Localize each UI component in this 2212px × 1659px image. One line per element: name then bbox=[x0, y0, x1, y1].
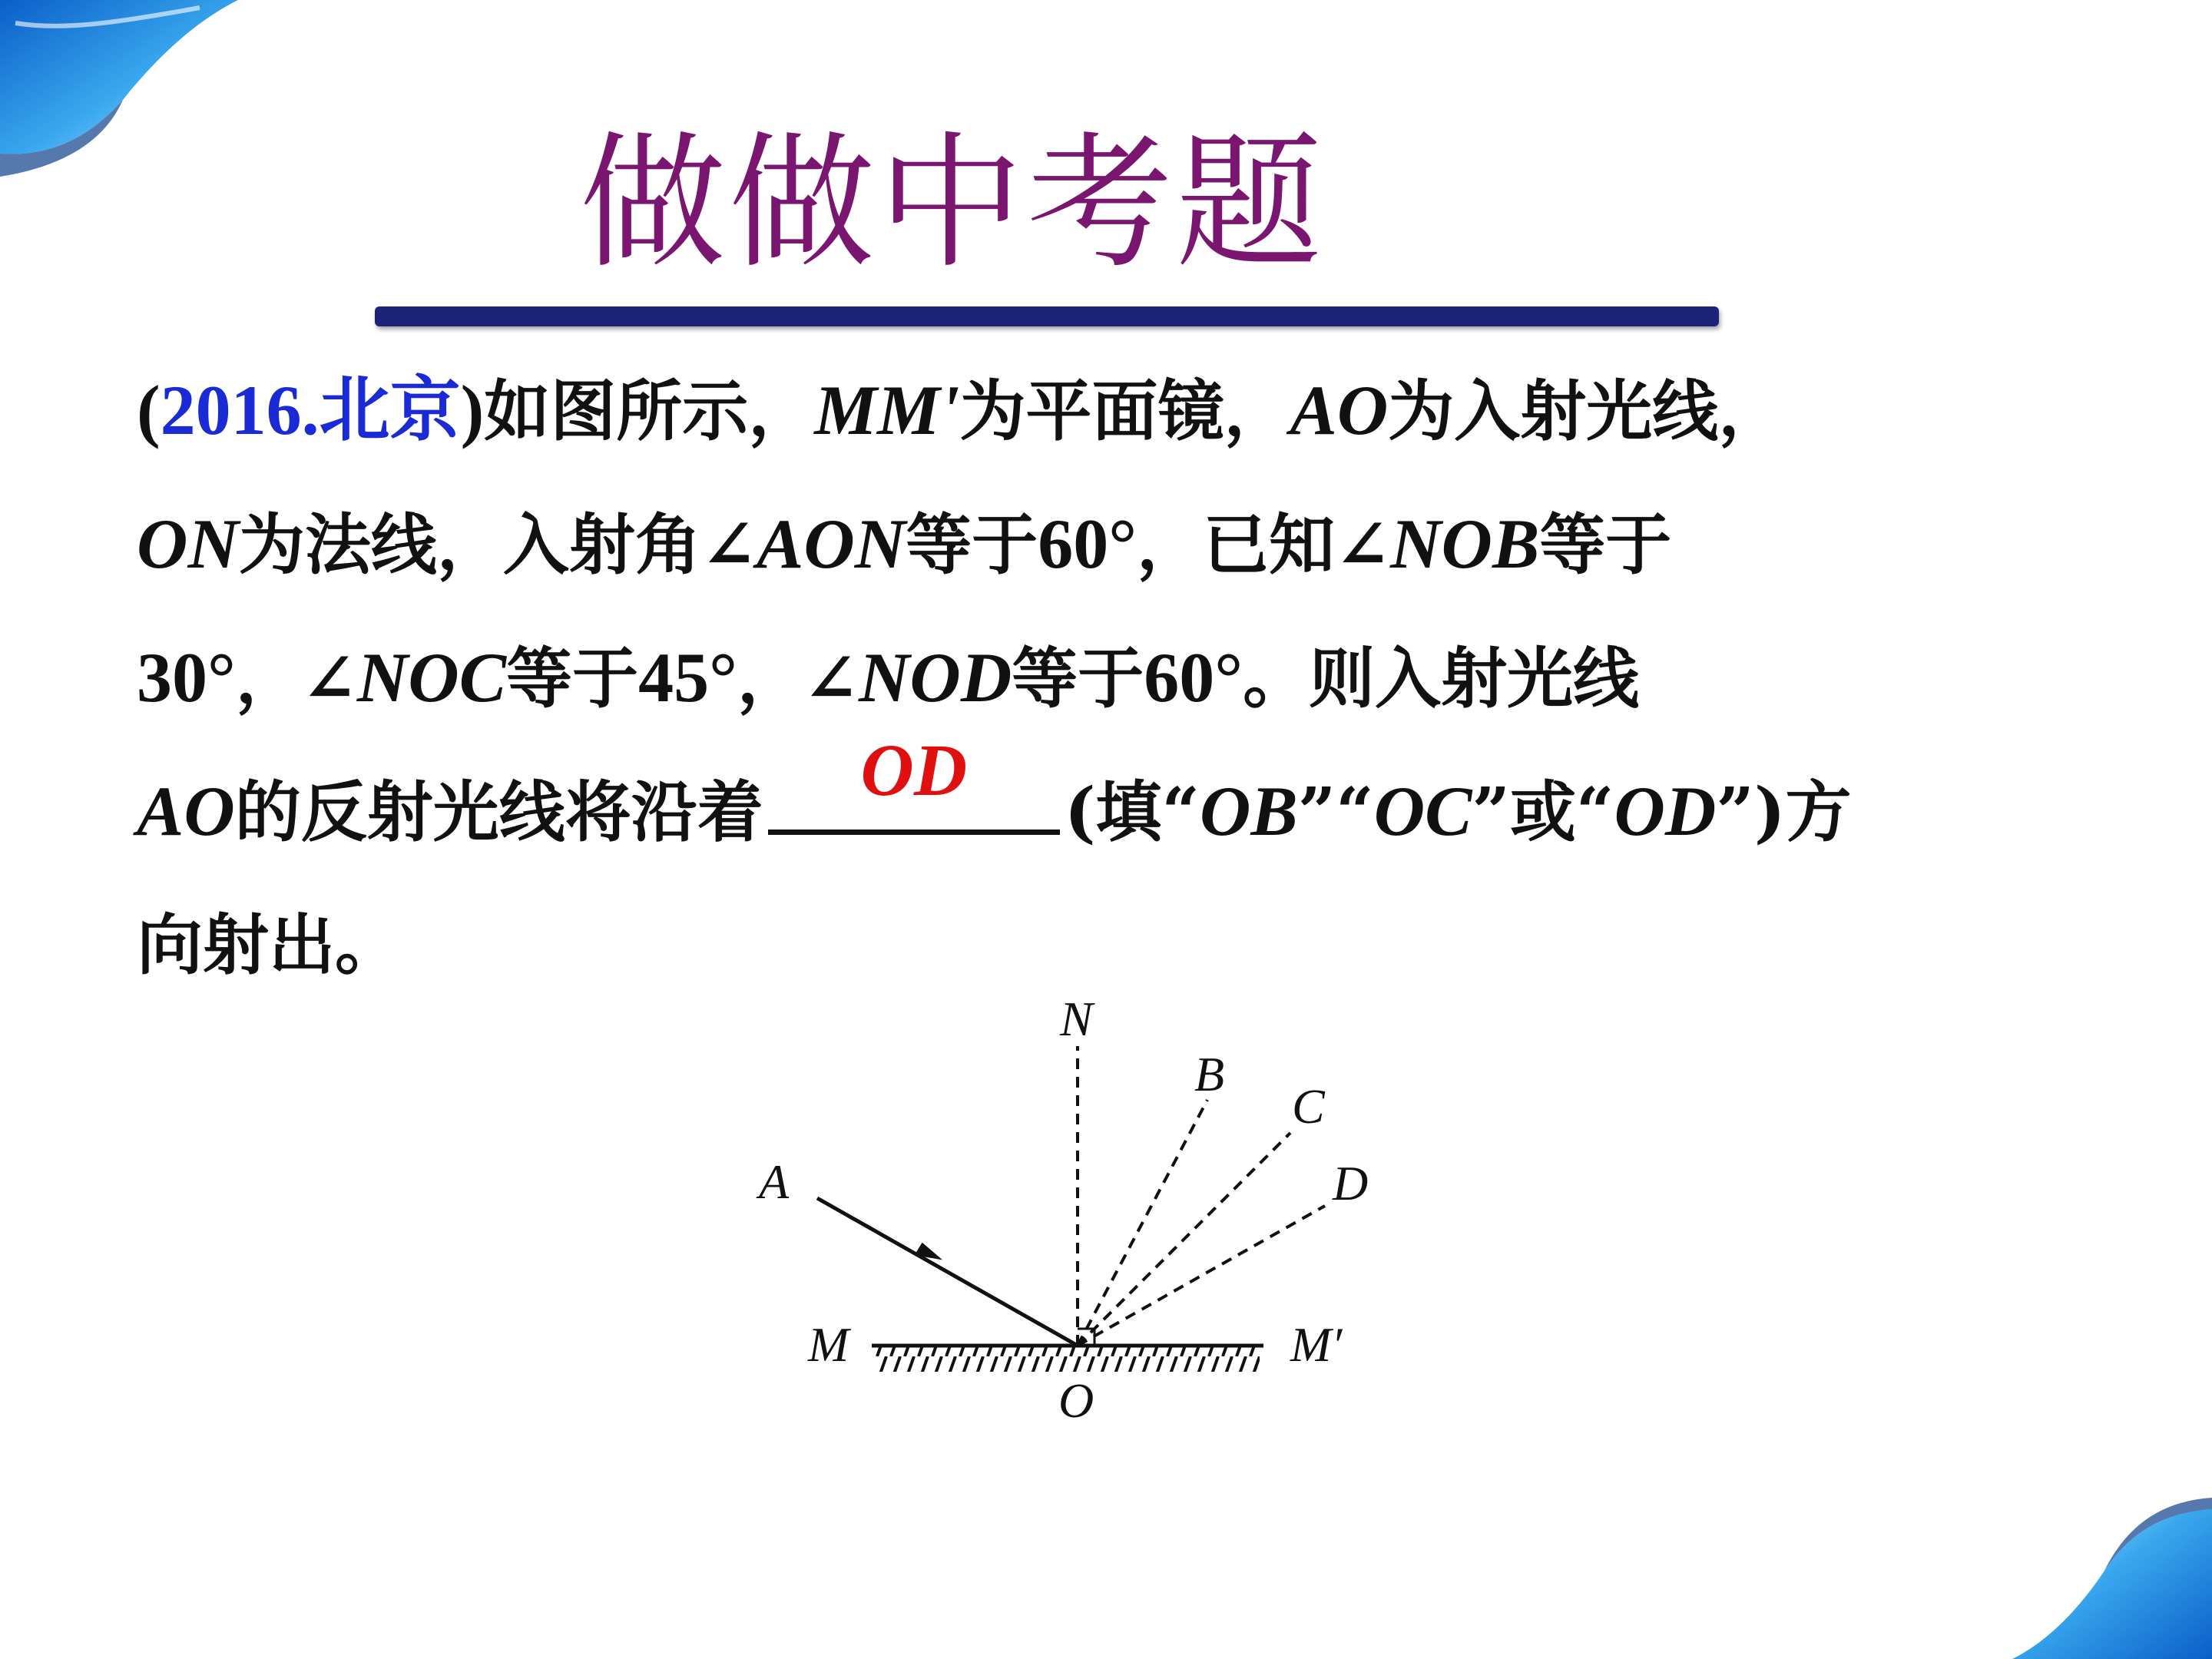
label-b: B bbox=[1194, 1047, 1225, 1101]
question-line-1: (2016.北京)如图所示，MM'为平面镜，AO为入射光线， bbox=[137, 371, 1785, 450]
mirror-hatching bbox=[876, 1346, 1260, 1372]
ray-oc bbox=[1078, 1133, 1290, 1346]
label-c: C bbox=[1292, 1079, 1325, 1134]
label-o: O bbox=[1058, 1373, 1094, 1428]
page-title: 做做中考题 bbox=[579, 118, 1325, 288]
page-curl-bottom-right bbox=[1997, 1498, 2212, 1659]
label-m-prime: M′ bbox=[1290, 1317, 1343, 1372]
label-m: M bbox=[808, 1317, 849, 1372]
question-line-5: 向射出。 bbox=[137, 906, 401, 984]
reflection-diagram bbox=[737, 991, 1413, 1436]
title-underline bbox=[375, 306, 1719, 326]
question-line-3: 30°，∠NOC等于45°，∠NOD等于60°。则入射光线 bbox=[137, 638, 1640, 717]
label-a: A bbox=[759, 1154, 790, 1209]
question-line-4: AO的反射光线将沿着 OD (填“OB”“OC”或“OD”)方 bbox=[137, 729, 1852, 851]
label-d: D bbox=[1333, 1156, 1369, 1210]
question-text bbox=[137, 344, 2103, 1012]
incident-ray-ao bbox=[817, 1198, 1078, 1346]
answer-text: OD bbox=[860, 729, 968, 811]
label-n: N bbox=[1060, 992, 1093, 1046]
question-source: 2016.北京 bbox=[160, 371, 461, 449]
question-line-2: ON为法线，入射角∠AON等于60°，已知∠NOB等于 bbox=[137, 505, 1672, 584]
answer-blank bbox=[768, 729, 1060, 835]
